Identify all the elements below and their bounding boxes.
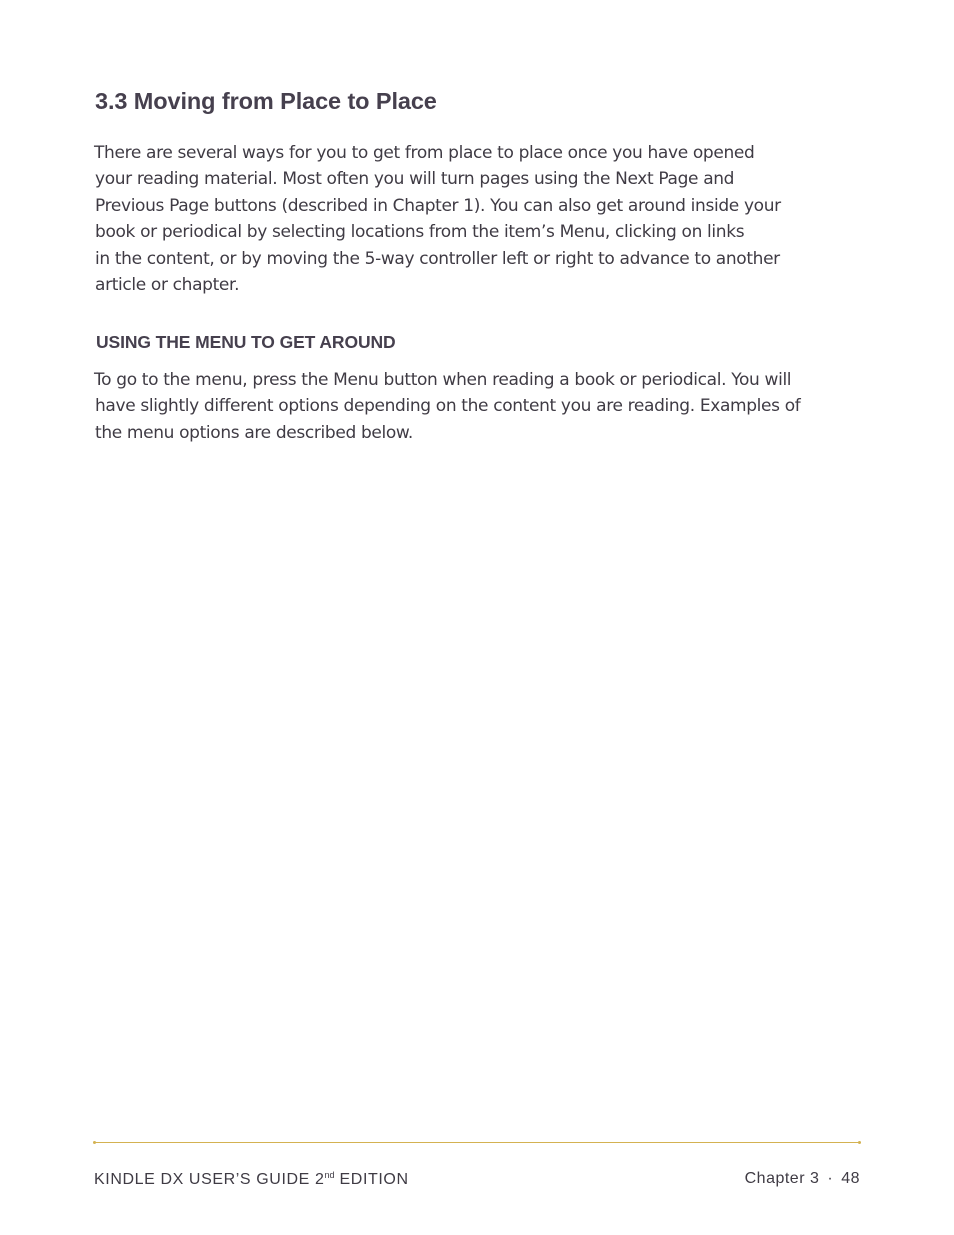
guide-edition-text: EDITION (334, 1171, 409, 1188)
footer-divider (94, 1142, 860, 1143)
paragraph-line: article or chapter. (95, 275, 240, 296)
paragraph-line: Previous Page buttons (described in Chapter 1). You can also get around inside your (95, 195, 781, 216)
paragraph-line: the menu options are described below. (95, 422, 413, 443)
paragraph-line: your reading material. Most often you will turn pages using the Next Page and (95, 169, 735, 190)
edition-superscript: nd (324, 1170, 335, 1180)
page-number: 48 (841, 1170, 860, 1187)
menu-paragraph (94, 367, 874, 446)
section-heading: USING THE MENU TO GET AROUND (96, 332, 396, 352)
paragraph-line: To go to the menu, press the Menu button when reading a book or periodical. You will (94, 370, 792, 390)
paragraph-line: book or periodical by selecting locations from the item’s Menu, clicking on links (95, 222, 745, 243)
intro-paragraph (94, 140, 874, 298)
page-title: 3.3 Moving from Place to Place (95, 88, 437, 114)
footer-guide-title (94, 1170, 409, 1189)
chapter-label: Chapter 3 (744, 1170, 820, 1187)
footer-page-info (745, 1170, 860, 1188)
paragraph-line: There are several ways for you to get from place to place once you have opened (94, 143, 755, 163)
paragraph-line: in the content, or by moving the 5-way controller left or right to advance to another (95, 248, 780, 269)
footer-separator: · (827, 1170, 834, 1187)
paragraph-line: have slightly different options depending on the content you are reading. Examples of (95, 396, 801, 417)
guide-title-text: KINDLE DX USER’S GUIDE 2 (94, 1171, 325, 1188)
